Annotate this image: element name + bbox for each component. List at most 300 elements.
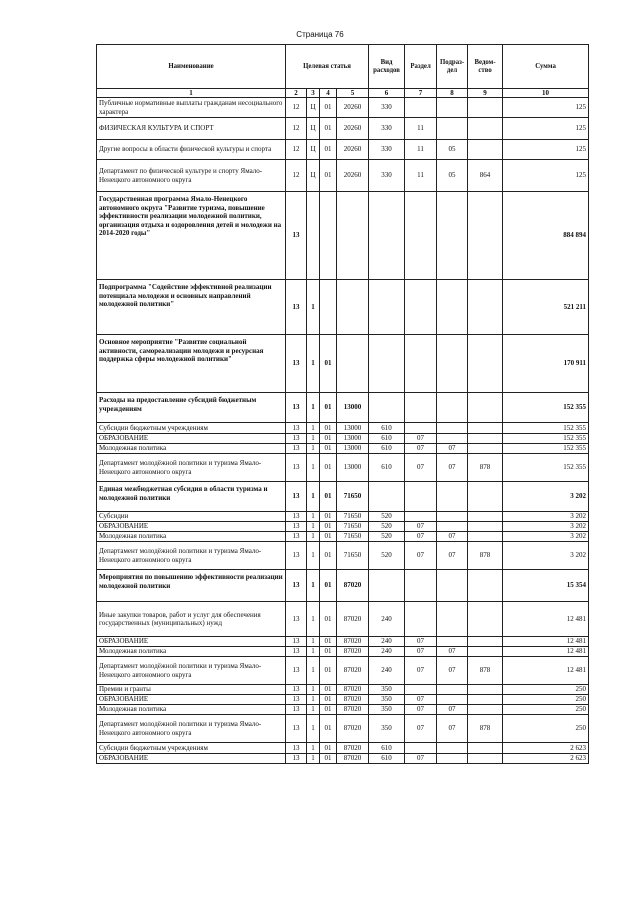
row-event-code: 01 [320, 444, 337, 454]
row-expense-type: 350 [369, 685, 405, 695]
row-section: 07 [405, 637, 437, 647]
row-event-code: 01 [320, 512, 337, 522]
row-subprogram-code: Ц [307, 160, 320, 192]
row-department: 878 [468, 715, 503, 743]
row-subprogram-code: 1 [307, 637, 320, 647]
row-event-code: 01 [320, 685, 337, 695]
row-direction-code: 13000 [337, 423, 369, 434]
row-subprogram-code: Ц [307, 98, 320, 118]
row-name: ФИЗИЧЕСКАЯ КУЛЬТУРА И СПОРТ [97, 118, 286, 140]
row-department: 878 [468, 454, 503, 482]
row-department [468, 280, 503, 335]
row-subsection [437, 393, 468, 423]
row-department [468, 570, 503, 602]
row-subprogram-code: 1 [307, 434, 320, 444]
row-section: 07 [405, 647, 437, 657]
row-section: 07 [405, 657, 437, 685]
row-name: Субсидии [97, 512, 286, 522]
row-subsection [437, 512, 468, 522]
row-name: Единая межбюджетная субсидия в области туризма и молодежной политики [97, 482, 286, 512]
row-name: ОБРАЗОВАНИЕ [97, 434, 286, 444]
row-name: Молодежная политика [97, 647, 286, 657]
table-row [97, 754, 589, 764]
row-expense-type: 610 [369, 423, 405, 434]
row-amount: 3 202 [503, 512, 589, 522]
row-direction-code: 87020 [337, 647, 369, 657]
row-direction-code: 20260 [337, 118, 369, 140]
row-expense-type: 330 [369, 140, 405, 160]
row-direction-code [337, 335, 369, 393]
row-subsection: 07 [437, 444, 468, 454]
row-amount: 12 481 [503, 637, 589, 647]
row-expense-type: 610 [369, 743, 405, 754]
row-event-code: 01 [320, 335, 337, 393]
row-section: 07 [405, 434, 437, 444]
row-amount: 3 202 [503, 542, 589, 570]
row-event-code: 01 [320, 393, 337, 423]
row-subsection [437, 118, 468, 140]
row-section [405, 602, 437, 637]
row-section: 07 [405, 715, 437, 743]
column-number: 1 [97, 89, 286, 98]
column-number: 7 [405, 89, 437, 98]
row-name: Молодежная политика [97, 444, 286, 454]
row-department [468, 512, 503, 522]
row-program-code: 13 [286, 637, 307, 647]
row-department [468, 695, 503, 705]
row-subprogram-code: 1 [307, 454, 320, 482]
row-name: Субсидии бюджетным учреждениям [97, 743, 286, 754]
row-amount: 3 202 [503, 522, 589, 532]
table-row [97, 140, 589, 160]
row-program-code: 13 [286, 695, 307, 705]
row-name: Иные закупки товаров, работ и услуг для обеспечения государственных (муниципальных) нужд [97, 602, 286, 637]
row-department [468, 393, 503, 423]
row-amount: 3 202 [503, 532, 589, 542]
row-program-code: 13 [286, 602, 307, 637]
row-expense-type: 520 [369, 532, 405, 542]
row-expense-type: 330 [369, 118, 405, 140]
row-event-code: 01 [320, 705, 337, 715]
row-subprogram-code: 1 [307, 532, 320, 542]
column-number: 3 [307, 89, 320, 98]
row-name: Департамент молодёжной политики и туризма Ямало-Ненецкого автономного округа [97, 542, 286, 570]
row-program-code: 13 [286, 423, 307, 434]
row-direction-code: 20260 [337, 98, 369, 118]
header-subsection: Подраз-дел [437, 45, 468, 89]
table-row [97, 160, 589, 192]
row-subprogram-code: 1 [307, 482, 320, 512]
row-section: 07 [405, 695, 437, 705]
row-expense-type [369, 280, 405, 335]
row-department: 878 [468, 657, 503, 685]
row-expense-type: 520 [369, 542, 405, 570]
row-amount: 170 911 [503, 335, 589, 393]
row-program-code: 12 [286, 140, 307, 160]
row-name: Департамент по физической культуре и спорту Ямало-Ненецкого автономного округа [97, 160, 286, 192]
row-amount: 152 355 [503, 423, 589, 434]
row-program-code: 13 [286, 532, 307, 542]
row-program-code: 13 [286, 434, 307, 444]
row-expense-type: 350 [369, 695, 405, 705]
row-subsection [437, 743, 468, 754]
table-row [97, 482, 589, 512]
row-expense-type: 610 [369, 434, 405, 444]
row-event-code: 01 [320, 715, 337, 743]
row-program-code: 13 [286, 542, 307, 570]
row-subsection [437, 192, 468, 280]
row-section: 07 [405, 542, 437, 570]
row-name: Расходы на предоставление субсидий бюджетным учреждениям [97, 393, 286, 423]
row-expense-type [369, 393, 405, 423]
row-subsection [437, 434, 468, 444]
row-subprogram-code: 1 [307, 754, 320, 764]
row-department: 878 [468, 542, 503, 570]
row-event-code: 01 [320, 482, 337, 512]
row-subprogram-code: Ц [307, 118, 320, 140]
row-department [468, 705, 503, 715]
row-name: Департамент молодёжной политики и туризма Ямало-Ненецкого автономного округа [97, 454, 286, 482]
table-row [97, 444, 589, 454]
row-amount: 250 [503, 695, 589, 705]
row-program-code: 13 [286, 192, 307, 280]
row-event-code: 01 [320, 657, 337, 685]
row-amount: 250 [503, 705, 589, 715]
row-name: Государственная программа Ямало-Ненецкого автономного округа "Развитие туризма, повышение эффективности реализации молодежной политики, организация отдыха и оздоровления детей и молодежи на 2014-2020 годы" [97, 192, 286, 280]
table-row [97, 685, 589, 695]
row-subprogram-code: 1 [307, 570, 320, 602]
row-expense-type: 330 [369, 160, 405, 192]
row-program-code: 12 [286, 118, 307, 140]
row-subprogram-code: 1 [307, 335, 320, 393]
table-row [97, 118, 589, 140]
row-amount: 15 354 [503, 570, 589, 602]
row-program-code: 13 [286, 715, 307, 743]
row-section: 07 [405, 532, 437, 542]
row-direction-code: 87020 [337, 743, 369, 754]
row-amount: 2 623 [503, 743, 589, 754]
row-name: ОБРАЗОВАНИЕ [97, 754, 286, 764]
table-row [97, 512, 589, 522]
row-section [405, 743, 437, 754]
row-name: Другие вопросы в области физической культуры и спорта [97, 140, 286, 160]
row-subsection [437, 637, 468, 647]
row-expense-type: 330 [369, 98, 405, 118]
row-subsection [437, 280, 468, 335]
row-direction-code: 13000 [337, 454, 369, 482]
column-number: 5 [337, 89, 369, 98]
row-subsection: 07 [437, 454, 468, 482]
row-department [468, 685, 503, 695]
table-row [97, 434, 589, 444]
row-amount: 152 355 [503, 454, 589, 482]
row-subprogram-code: 1 [307, 647, 320, 657]
row-program-code: 13 [286, 647, 307, 657]
row-subprogram-code: 1 [307, 705, 320, 715]
header-target-article: Целевая статья [286, 45, 369, 89]
row-subprogram-code [307, 192, 320, 280]
row-event-code [320, 280, 337, 335]
row-subsection: 07 [437, 715, 468, 743]
table-row [97, 98, 589, 118]
row-event-code: 01 [320, 522, 337, 532]
row-event-code [320, 192, 337, 280]
row-event-code: 01 [320, 98, 337, 118]
row-subsection [437, 335, 468, 393]
row-amount: 152 355 [503, 393, 589, 423]
row-subprogram-code: 1 [307, 522, 320, 532]
row-section [405, 98, 437, 118]
row-direction-code: 87020 [337, 602, 369, 637]
table-row [97, 570, 589, 602]
row-subprogram-code: 1 [307, 657, 320, 685]
row-event-code: 01 [320, 454, 337, 482]
row-name: Публичные нормативные выплаты гражданам несоциального характера [97, 98, 286, 118]
row-event-code: 01 [320, 602, 337, 637]
row-name: ОБРАЗОВАНИЕ [97, 522, 286, 532]
row-department [468, 423, 503, 434]
row-direction-code: 87020 [337, 657, 369, 685]
column-number: 2 [286, 89, 307, 98]
page-number-label: Страница 76 [296, 30, 344, 39]
row-expense-type [369, 482, 405, 512]
column-number: 8 [437, 89, 468, 98]
row-subsection [437, 482, 468, 512]
row-section: 07 [405, 522, 437, 532]
row-amount: 152 355 [503, 434, 589, 444]
row-expense-type: 610 [369, 444, 405, 454]
row-department [468, 637, 503, 647]
row-program-code: 13 [286, 280, 307, 335]
row-subprogram-code: 1 [307, 423, 320, 434]
row-expense-type: 240 [369, 647, 405, 657]
row-direction-code: 71650 [337, 542, 369, 570]
row-event-code: 01 [320, 695, 337, 705]
row-event-code: 01 [320, 140, 337, 160]
row-direction-code: 71650 [337, 522, 369, 532]
row-department [468, 192, 503, 280]
row-subsection: 07 [437, 705, 468, 715]
row-event-code: 01 [320, 423, 337, 434]
row-amount: 884 894 [503, 192, 589, 280]
row-event-code: 01 [320, 743, 337, 754]
row-program-code: 13 [286, 393, 307, 423]
row-section [405, 393, 437, 423]
row-name: Департамент молодёжной политики и туризма Ямало-Ненецкого автономного округа [97, 715, 286, 743]
header-name: Наименование [97, 45, 286, 89]
table-row [97, 743, 589, 754]
row-subsection [437, 522, 468, 532]
row-subsection: 07 [437, 542, 468, 570]
row-name: ОБРАЗОВАНИЕ [97, 695, 286, 705]
row-expense-type: 520 [369, 512, 405, 522]
row-direction-code: 71650 [337, 532, 369, 542]
row-subsection: 07 [437, 657, 468, 685]
row-subsection [437, 695, 468, 705]
table-row [97, 522, 589, 532]
row-direction-code: 13000 [337, 434, 369, 444]
row-department [468, 140, 503, 160]
row-program-code: 13 [286, 657, 307, 685]
row-subsection [437, 602, 468, 637]
table-row [97, 542, 589, 570]
table-row [97, 423, 589, 434]
row-subsection: 07 [437, 532, 468, 542]
column-number: 6 [369, 89, 405, 98]
row-program-code: 12 [286, 98, 307, 118]
row-section: 07 [405, 754, 437, 764]
row-expense-type [369, 570, 405, 602]
row-name: Молодежная политика [97, 705, 286, 715]
row-department [468, 482, 503, 512]
row-subsection [437, 98, 468, 118]
header-row [97, 45, 589, 89]
row-department [468, 335, 503, 393]
table-row [97, 454, 589, 482]
row-subprogram-code: 1 [307, 444, 320, 454]
header-expense-type: Вид расходов [369, 45, 405, 89]
row-amount: 125 [503, 140, 589, 160]
row-section [405, 280, 437, 335]
row-program-code: 13 [286, 335, 307, 393]
row-name: Основное мероприятие "Развитие социальной активности, самореализации молодежи и ресурсная поддержка сферы молодежной политики" [97, 335, 286, 393]
row-amount: 521 211 [503, 280, 589, 335]
row-name: Подпрограмма "Содействие эффективной реализации потенциала молодежи и основных направлений молодежной политики" [97, 280, 286, 335]
column-number-row [97, 89, 589, 98]
row-program-code: 13 [286, 444, 307, 454]
column-number: 10 [503, 89, 589, 98]
row-subsection [437, 423, 468, 434]
row-expense-type: 520 [369, 522, 405, 532]
row-department [468, 522, 503, 532]
row-expense-type [369, 335, 405, 393]
row-program-code: 13 [286, 705, 307, 715]
row-direction-code [337, 192, 369, 280]
row-name: Департамент молодёжной политики и туризма Ямало-Ненецкого автономного округа [97, 657, 286, 685]
table-row [97, 647, 589, 657]
row-subprogram-code: 1 [307, 542, 320, 570]
row-name: Молодежная политика [97, 532, 286, 542]
row-subsection: 07 [437, 647, 468, 657]
row-program-code: 13 [286, 685, 307, 695]
row-event-code: 01 [320, 647, 337, 657]
row-event-code: 01 [320, 118, 337, 140]
row-subsection: 05 [437, 160, 468, 192]
row-direction-code: 20260 [337, 140, 369, 160]
row-direction-code: 71650 [337, 512, 369, 522]
row-section: 11 [405, 118, 437, 140]
row-department [468, 743, 503, 754]
row-subprogram-code: 1 [307, 393, 320, 423]
row-department [468, 98, 503, 118]
row-program-code: 13 [286, 512, 307, 522]
row-department [468, 118, 503, 140]
row-subprogram-code: 1 [307, 695, 320, 705]
row-section [405, 570, 437, 602]
row-department: 864 [468, 160, 503, 192]
row-program-code: 13 [286, 522, 307, 532]
row-program-code: 13 [286, 570, 307, 602]
row-section: 07 [405, 705, 437, 715]
row-program-code: 13 [286, 743, 307, 754]
table-row [97, 192, 589, 280]
row-amount: 250 [503, 685, 589, 695]
row-department [468, 647, 503, 657]
table-row [97, 637, 589, 647]
row-amount: 12 481 [503, 602, 589, 637]
row-amount: 125 [503, 118, 589, 140]
row-subprogram-code: Ц [307, 140, 320, 160]
table-row [97, 602, 589, 637]
row-event-code: 01 [320, 637, 337, 647]
row-direction-code: 71650 [337, 482, 369, 512]
row-program-code: 13 [286, 454, 307, 482]
budget-table [96, 44, 589, 764]
row-direction-code: 13000 [337, 444, 369, 454]
header-amount: Сумма [503, 45, 589, 89]
table-row [97, 280, 589, 335]
row-section: 11 [405, 160, 437, 192]
row-direction-code: 87020 [337, 570, 369, 602]
table-row [97, 695, 589, 705]
row-direction-code: 87020 [337, 715, 369, 743]
row-section [405, 192, 437, 280]
column-number: 9 [468, 89, 503, 98]
row-amount: 250 [503, 715, 589, 743]
row-expense-type: 240 [369, 637, 405, 647]
table-row [97, 715, 589, 743]
row-name: Субсидии бюджетным учреждениям [97, 423, 286, 434]
table-row [97, 657, 589, 685]
row-direction-code: 87020 [337, 637, 369, 647]
row-name: Мероприятия по повышению эффективности реализации молодежной политики [97, 570, 286, 602]
row-event-code: 01 [320, 160, 337, 192]
row-subsection [437, 570, 468, 602]
row-event-code: 01 [320, 434, 337, 444]
row-direction-code: 87020 [337, 695, 369, 705]
row-department [468, 444, 503, 454]
row-subprogram-code: 1 [307, 512, 320, 522]
row-amount: 3 202 [503, 482, 589, 512]
row-expense-type: 350 [369, 705, 405, 715]
row-department [468, 602, 503, 637]
row-expense-type: 240 [369, 657, 405, 685]
row-section: 07 [405, 454, 437, 482]
row-department [468, 434, 503, 444]
row-section: 07 [405, 444, 437, 454]
row-event-code: 01 [320, 754, 337, 764]
row-subsection: 05 [437, 140, 468, 160]
table-row [97, 335, 589, 393]
table-row [97, 705, 589, 715]
row-direction-code: 20260 [337, 160, 369, 192]
row-name: ОБРАЗОВАНИЕ [97, 637, 286, 647]
row-event-code: 01 [320, 542, 337, 570]
column-number: 4 [320, 89, 337, 98]
row-subprogram-code: 1 [307, 280, 320, 335]
header-department: Ведом-ство [468, 45, 503, 89]
table-row [97, 393, 589, 423]
row-subsection [437, 754, 468, 764]
row-section: 11 [405, 140, 437, 160]
table-row [97, 532, 589, 542]
row-amount: 12 481 [503, 657, 589, 685]
row-direction-code: 87020 [337, 685, 369, 695]
row-section [405, 685, 437, 695]
row-direction-code: 13000 [337, 393, 369, 423]
row-amount: 2 623 [503, 754, 589, 764]
row-event-code: 01 [320, 532, 337, 542]
